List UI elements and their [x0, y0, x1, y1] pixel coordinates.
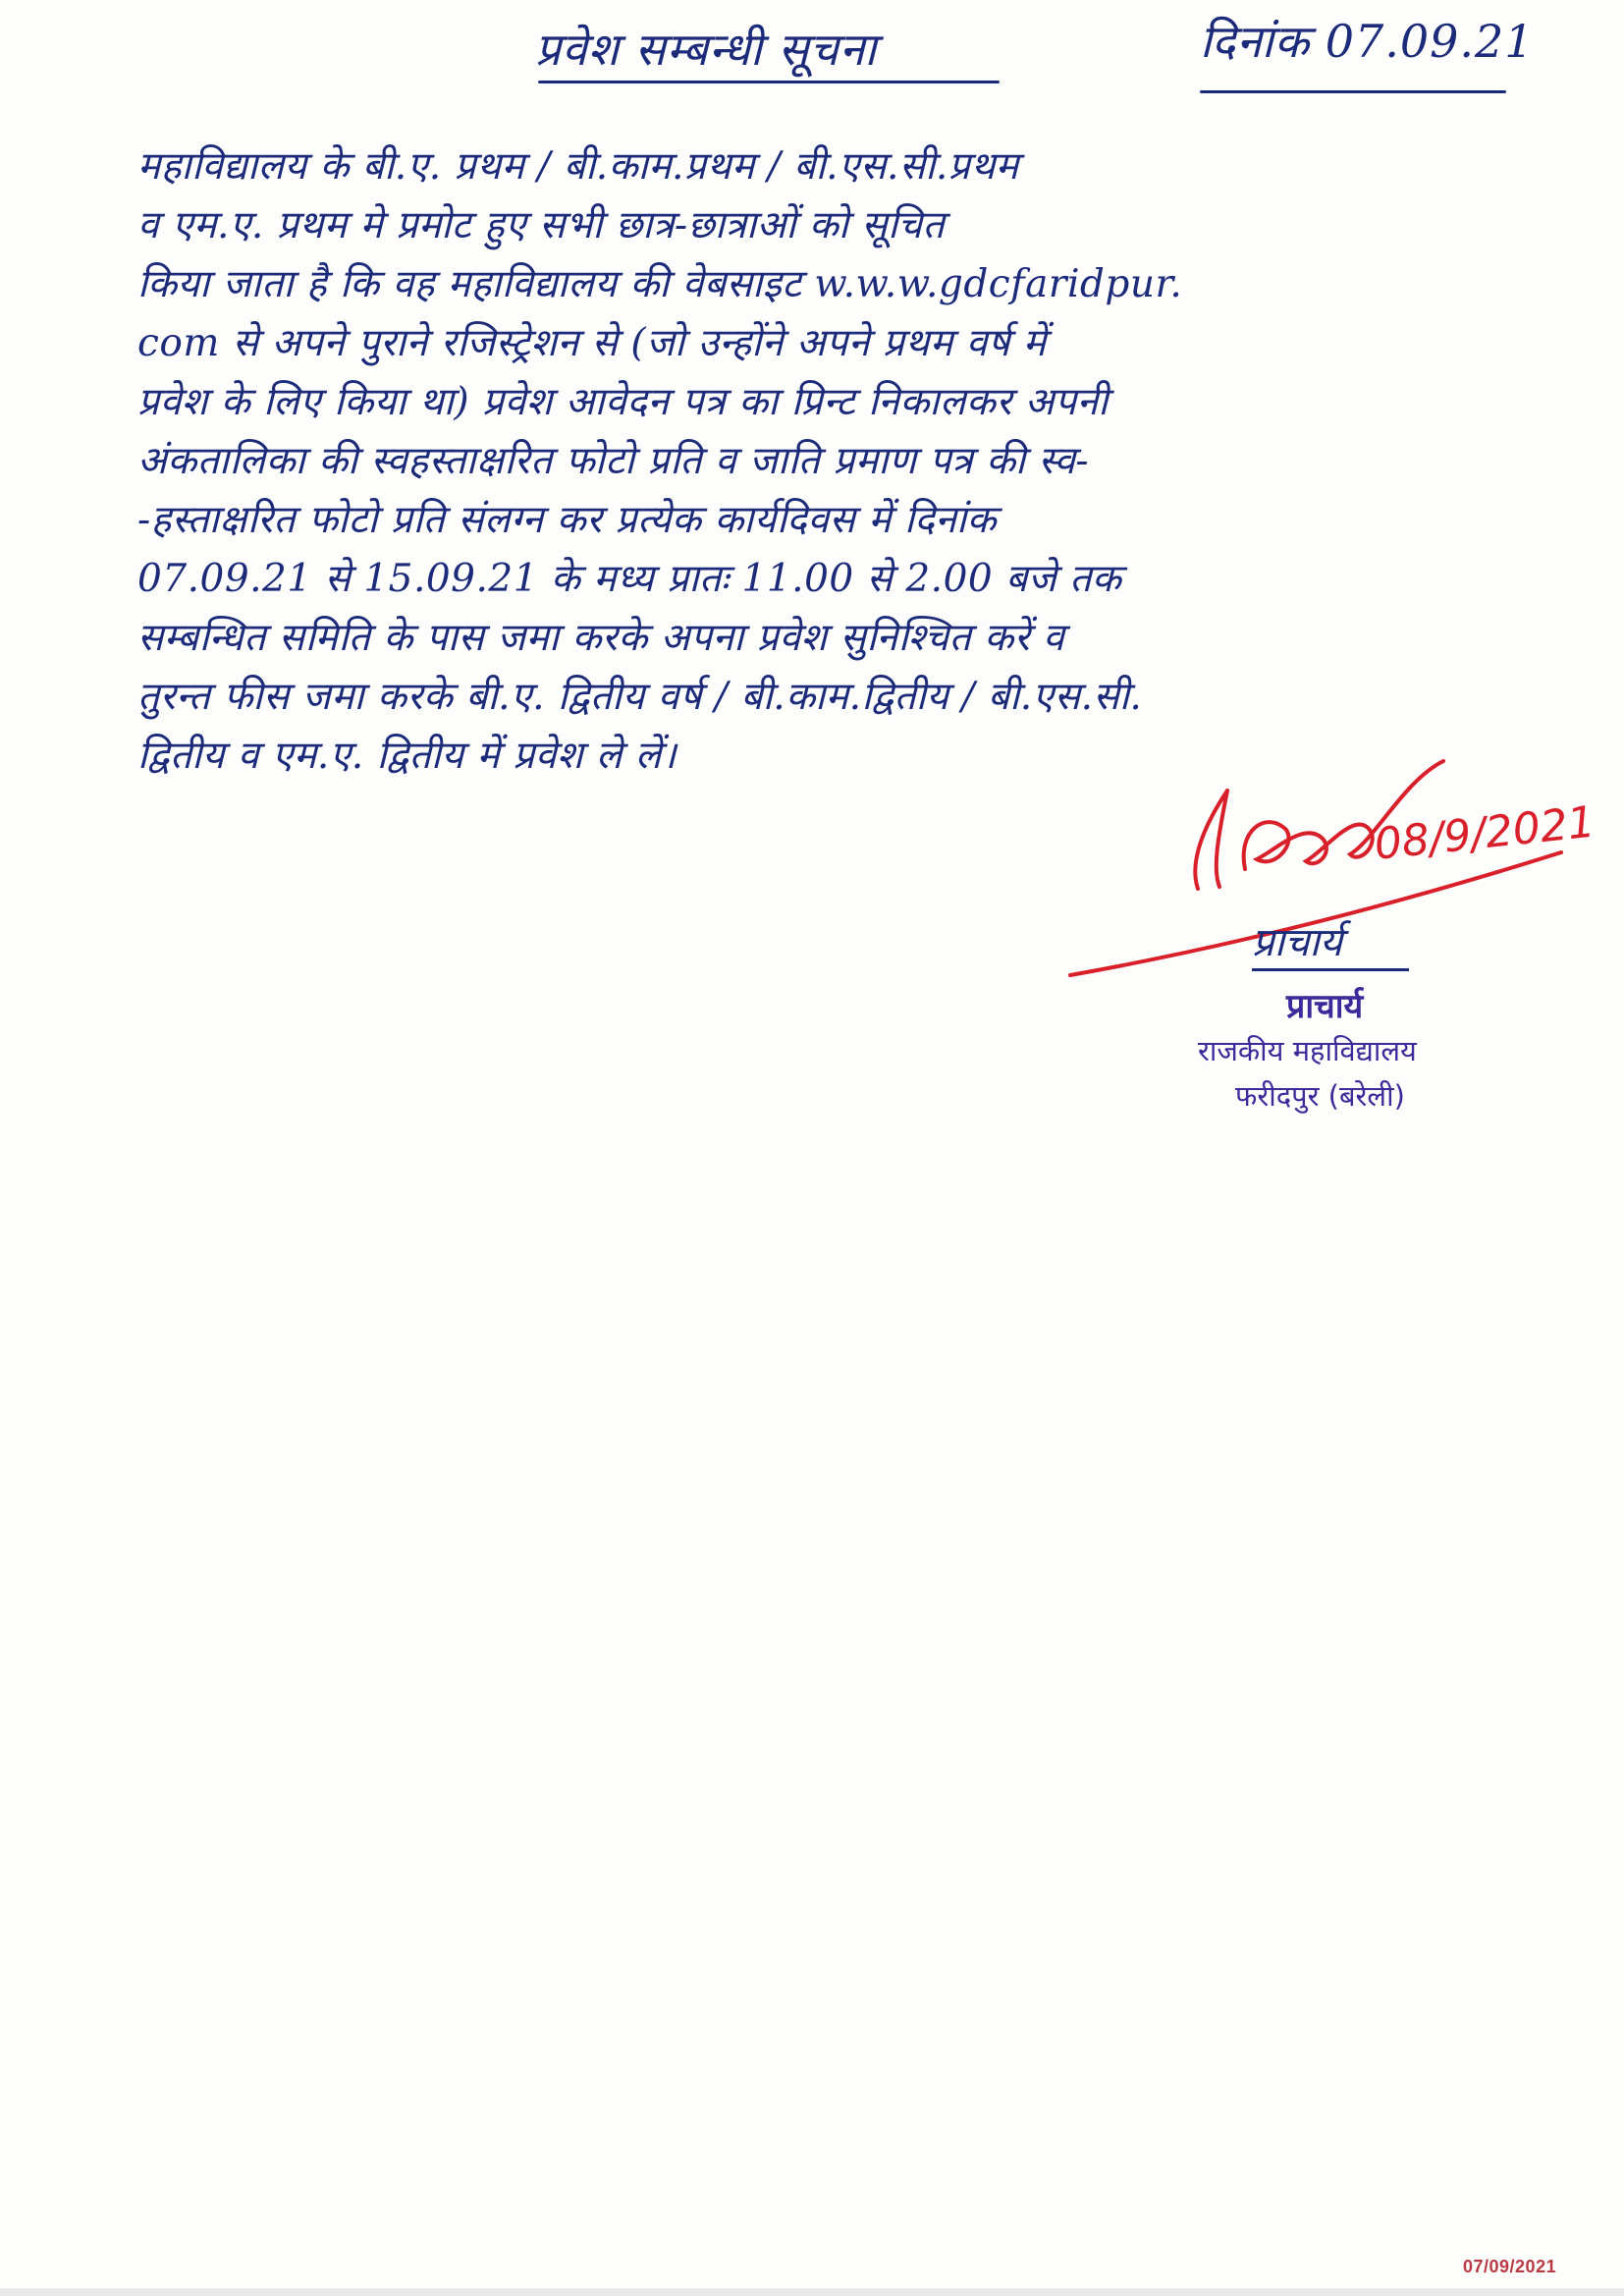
seal-college-name: राजकीय महाविद्यालय [1198, 1034, 1417, 1067]
body-line: 07.09.21 से 15.09.21 के मध्य प्रातः 11.00 से 2.00 बजे तक [137, 557, 1122, 601]
notice-date: दिनांक 07.09.21 [1200, 15, 1535, 68]
designation-underline [1252, 968, 1409, 971]
body-line: com से अपने पुराने रजिस्ट्रेशन से (जो उन्होंने अपने प्रथम वर्ष में [137, 321, 1047, 365]
body-line: व एम.ए. प्रथम मे प्रमोट हुए सभी छात्र-छात्राओं को सूचित [137, 203, 946, 247]
signature-date: 08/9/2021 [1372, 796, 1598, 870]
title-underline [538, 81, 1000, 83]
body-line: द्वितीय व एम.ए. द्वितीय में प्रवेश ले लें। [137, 734, 677, 778]
seal-place: फरीदपुर (बरेली) [1235, 1079, 1405, 1113]
body-line: अंकतालिका की स्वहस्ताक्षरित फोटो प्रति व जाति प्रमाण पत्र की स्व- [137, 439, 1090, 483]
page-bottom-edge [0, 2288, 1624, 2296]
scan-date: 07/09/2021 [1463, 2257, 1557, 2276]
body-line: -हस्ताक्षरित फोटो प्रति संलग्न कर प्रत्येक कार्यदिवस में दिनांक [137, 498, 998, 542]
body-line: महाविद्यालय के बी.ए. प्रथम / बी.काम.प्रथम / बी.एस.सी.प्रथम [137, 144, 1019, 189]
body-line: प्रवेश के लिए किया था) प्रवेश आवेदन पत्र का प्रिन्ट निकालकर अपनी [137, 380, 1109, 424]
body-line: किया जाता है कि वह महाविद्यालय की वेबसाइट w.w.w.gdcfaridpur. [137, 262, 1183, 306]
body-line: तुरन्त फीस जमा करके बी.ए. द्वितीय वर्ष / बी.काम.द्वितीय / बी.एस.सी. [137, 675, 1143, 719]
notice-body [137, 137, 1532, 786]
notice-title: प्रवेश सम्बन्धी सूचना [535, 23, 878, 76]
designation-handwritten: प्राचार्य [1252, 920, 1343, 965]
seal-title: प्राचार्य [1286, 987, 1364, 1026]
date-underline [1200, 90, 1506, 93]
body-line: सम्बन्धित समिति के पास जमा करके अपना प्रवेश सुनिश्चित करें व [137, 616, 1065, 660]
